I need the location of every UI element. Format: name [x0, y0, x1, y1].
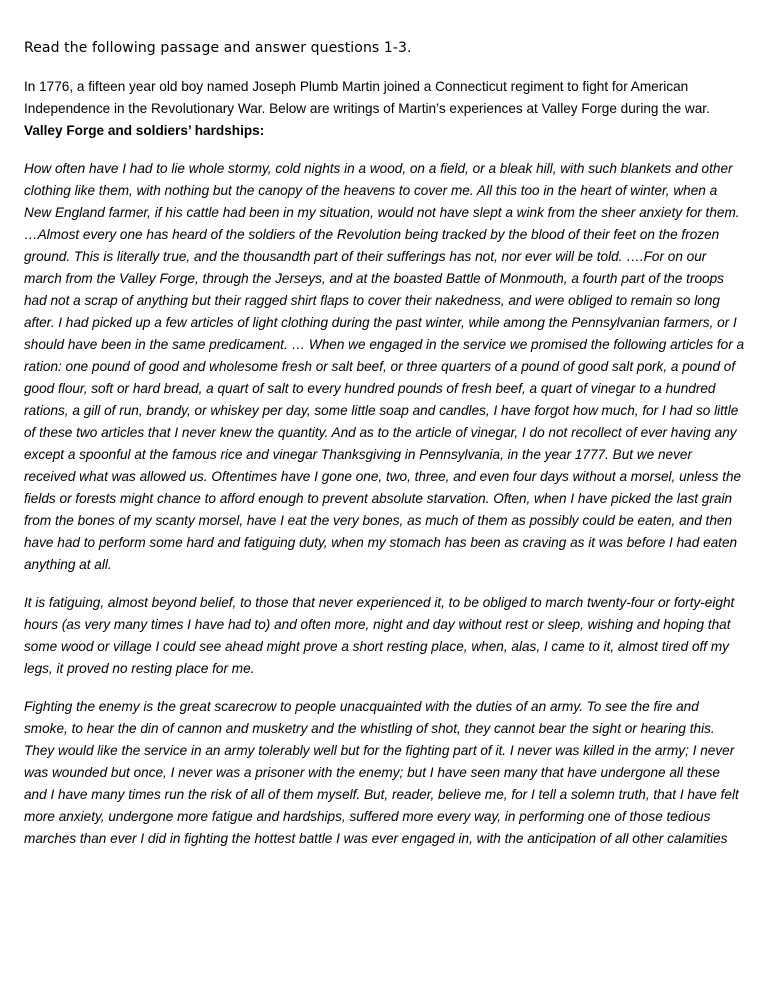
passage-paragraph-3: Fighting the enemy is the great scarecrow to people unacquainted with the duties of an army. To see the fire and smoke, to hear the din of cannon and musketry and the whistling of shot, they cannot bear the sight or hearing this. They would like the service in an army tolerably well but for the fighting part of it. I never was killed in the army; I never was wounded but once, I never was a prisoner with the enemy; but I have seen many that have undergone all these and I have many times run the risk of all of them myself. But, reader, believe me, for I tell a solemn truth, that I have felt more anxiety, undergone more fatigue and hardships, suffered more every way, in performing one of those tedious marches than ever I did in fighting the hottest battle I was ever engaged in, with the anticipation of all other calamities: [24, 699, 739, 846]
worksheet-page: [24, 38, 746, 866]
intro-paragraph: In 1776, a fifteen year old boy named Joseph Plumb Martin joined a Connecticut regiment to fight for American Independence in the Revolutionary War. Below are writings of Martin’s experiences at Valley Forge during the war.: [24, 79, 710, 116]
instructions-heading: Read the following passage and answer questions 1-3.: [24, 40, 412, 56]
passage-paragraph-1: How often have I had to lie whole stormy, cold nights in a wood, on a field, or a bleak hill, with such blankets and other clothing like them, with nothing but the canopy of the heavens to cover me. All this too in the heart of winter, when a New England farmer, if his cattle had been in my situation, would not have slept a wink from the sheer anxiety for them. …Almost every one has heard of the soldiers of the Revolution being tracked by the blood of their feet on the frozen ground. This is literally true, and the thousandth part of their sufferings has not, nor ever will be told. ….For on our march from the Valley Forge, through the Jerseys, and at the boasted Battle of Monmouth, a fourth part of the troops had not a scrap of anything but their ragged shirt flaps to cover their nakedness, and were obliged to remain so long after. I had picked up a few articles of light clothing during the past winter, while among the Pennsylvanian farmers, or I should have been in the same predicament. … When we engaged in the service we promised the following articles for a ration: one pound of good and wholesome fresh or salt beef, or three quarters of a pound of good salt pork, a pound of good flour, soft or hard bread, a quart of salt to every hundred pounds of fresh beef, a quart of vinegar to a hundred rations, a gill of run, brandy, or whiskey per day, some little soap and candles, I have forgot how much, for I had so little of these two articles that I never knew the quantity. And as to the article of vinegar, I do not recollect of ever having any except a spoonful at the famous rice and vinegar Thanksgiving in Pennsylvania, in the year 1777. But we never received what was allowed us. Oftentimes have I gone one, two, three, and even four days without a morsel, unless the fields or forests might chance to afford enough to prevent absolute starvation. Often, when I have picked the last grain from the bones of my scanty morsel, have I eat the very bones, as much of them as possibly could be eaten, and then have had to perform some hard and fatiguing duty, when my stomach has been as craving as it was before I had eaten anything at all.: [24, 161, 745, 572]
section-title: Valley Forge and soldiers’ hardships:: [24, 123, 265, 138]
passage-paragraph-2: It is fatiguing, almost beyond belief, to those that never experienced it, to be obliged to march twenty-four or forty-eight hours (as very many times I have had to) and often more, night and day without rest or sleep, wishing and hoping that some wood or village I could see ahead might prove a short resting place, when, alas, I came to it, almost tired off my legs, it proved no resting place for me.: [24, 595, 735, 676]
